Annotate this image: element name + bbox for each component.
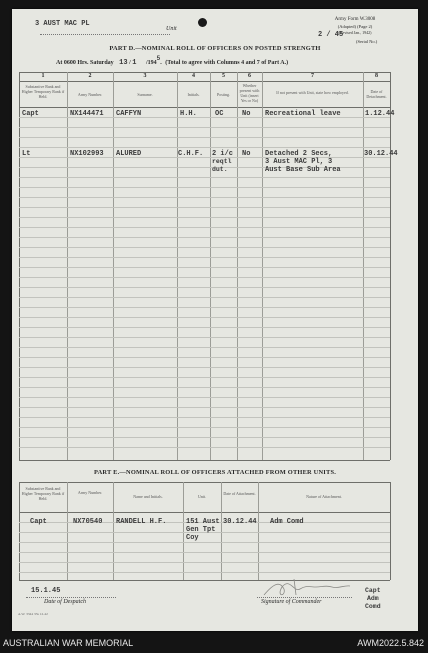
- grid-line: [363, 72, 364, 460]
- grid-line: [221, 482, 222, 580]
- col-number: 1: [41, 73, 45, 79]
- serial-number: 2 / 45: [318, 31, 344, 39]
- date-year-digit: 5: [156, 55, 161, 62]
- row1-number: NX144471: [70, 110, 104, 118]
- row1-present: No: [242, 110, 251, 118]
- form-name: Army Form W.3008: [334, 17, 376, 22]
- row2-posting: 2 i/c: [212, 150, 234, 158]
- grid-line: [237, 72, 238, 460]
- col-header-surname: Surname.: [137, 92, 153, 97]
- grid-line: [19, 72, 20, 460]
- row2-posting-3: dut.: [212, 166, 228, 173]
- grid-line: [67, 482, 68, 580]
- caption-right: AWM2022.5.842: [357, 638, 424, 648]
- grid-line: [19, 81, 390, 82]
- unit-dotted-line: [40, 34, 170, 35]
- row2-number: NX102993: [70, 150, 104, 158]
- signature-line: [257, 597, 352, 598]
- e-col-header-unit: Unit.: [197, 494, 207, 499]
- part-d-at-line: At 0600 Hrs. Saturday 13 / 1 /1945. (Total to agree with Columns 4 and 7 of Part A.): [56, 55, 289, 67]
- print-code: A.W. 3344 33s 12-42: [18, 612, 48, 616]
- e-row1-nature: Adm Comd: [270, 518, 304, 526]
- grid-line: [19, 512, 390, 513]
- despatch-label: Date of Despatch: [44, 599, 86, 605]
- row1-posting: OC: [215, 110, 224, 118]
- grid-line: [390, 72, 391, 460]
- row2-rank: Lt: [22, 150, 31, 158]
- row2-surname: ALURED: [116, 150, 142, 158]
- col-header-initials: Initials.: [187, 92, 200, 97]
- unit-name: 3 AUST MAC PL: [35, 20, 90, 28]
- e-col-header-date: Date of Attachment.: [223, 491, 256, 496]
- grid-line: [210, 72, 211, 460]
- date-day: 13: [119, 59, 128, 67]
- grid-line: [262, 72, 263, 460]
- row1-employed: Recreational leave: [265, 110, 341, 118]
- e-col-header-name: Name and Initials.: [133, 494, 163, 499]
- col-header-posting: Posting.: [216, 92, 230, 97]
- e-row1-unit-1: 151 Aust: [186, 518, 220, 526]
- e-col-header-nature: Nature of Attachment.: [306, 494, 342, 499]
- row2-present: No: [242, 150, 251, 158]
- form-sheet: [12, 9, 418, 631]
- row2-initials: C.H.F.: [178, 150, 204, 158]
- e-row1-number: NX70540: [73, 518, 103, 526]
- grid-line: [67, 72, 68, 460]
- col-header-number: Army Number.: [77, 92, 103, 97]
- col-number: 4: [192, 73, 195, 79]
- e-row1-date: 30.12.44: [223, 518, 257, 526]
- row1-surname: CAFFYN: [116, 110, 142, 118]
- row1-initials: H.H.: [180, 110, 197, 118]
- serial-label: (Serial No.): [356, 39, 378, 44]
- part-d-title: PART D.—NOMINAL ROLL OF OFFICERS ON POSTED STRENGTH: [109, 45, 321, 52]
- signer-rank-2: Adm: [367, 595, 379, 602]
- e-row1-name: RANDELL H.F.: [116, 518, 167, 526]
- col-header-rank: Substantive Rank and Higher Temporary Rank if Held.: [21, 84, 65, 99]
- row2-posting-2: reqtl: [212, 158, 232, 165]
- row2-employed-3: Aust Base Sub Area: [265, 166, 341, 174]
- row2-employed-2: 3 Aust MAC Pl, 3: [265, 158, 333, 166]
- part-e-title: PART E.—NOMINAL ROLL OF OFFICERS ATTACHED FROM OTHER UNITS.: [93, 469, 336, 476]
- e-col-header-rank: Substantive Rank and Higher Temporary Rank if Held.: [21, 486, 65, 501]
- e-col-header-number: Army Number.: [77, 490, 103, 495]
- col-header-present: Whether present with Unit (insert Yes or No): [239, 83, 260, 103]
- grid-line: [19, 460, 390, 461]
- e-row1-unit-2: Gen Tpt: [186, 526, 216, 534]
- col-number: 3: [143, 73, 147, 79]
- form-revised: (Revised Jan., 1942): [338, 30, 372, 35]
- col-number: 8: [375, 73, 378, 79]
- signer-rank-1: Capt: [365, 587, 381, 594]
- e-row1-rank: Capt: [30, 518, 47, 526]
- punch-hole: [198, 18, 207, 27]
- signer-rank-3: Comd: [365, 603, 381, 610]
- col-header-date: Date of Detachment.: [366, 89, 387, 99]
- col-number: 6: [248, 73, 251, 79]
- row2-date: 30.12.44: [364, 150, 398, 158]
- row2-employed-1: Detached 2 Secs,: [265, 150, 333, 158]
- at-suffix: (Total to agree with Columns 4 and 7 of Part A.): [165, 60, 289, 66]
- grid-line: [177, 72, 178, 460]
- row1-rank: Capt: [22, 110, 39, 118]
- despatch-date: 15.1.45: [31, 587, 61, 595]
- date-year: 194: [147, 60, 157, 66]
- col-number: 5: [222, 73, 225, 79]
- col-number: 2: [88, 73, 92, 79]
- signature-label: Signature of Commander: [261, 599, 322, 605]
- date-month: 1: [132, 59, 137, 67]
- e-row1-unit-3: Coy: [186, 534, 199, 542]
- col-number: 7: [311, 73, 314, 79]
- col-header-employed: If not present with Unit, state how employed.: [276, 90, 349, 95]
- grid-line: [390, 482, 391, 580]
- caption-left: AUSTRALIAN WAR MEMORIAL: [3, 638, 134, 648]
- form-adapted: (Adapted) (Page 2): [337, 24, 373, 29]
- unit-label: Unit: [166, 26, 177, 32]
- grid-line: [113, 72, 114, 460]
- row1-date: 1.12.44: [365, 110, 395, 118]
- despatch-line: [26, 597, 116, 598]
- grid-line: [19, 107, 390, 108]
- grid-line: [19, 482, 390, 483]
- at-prefix: At 0600 Hrs. Saturday: [56, 60, 114, 66]
